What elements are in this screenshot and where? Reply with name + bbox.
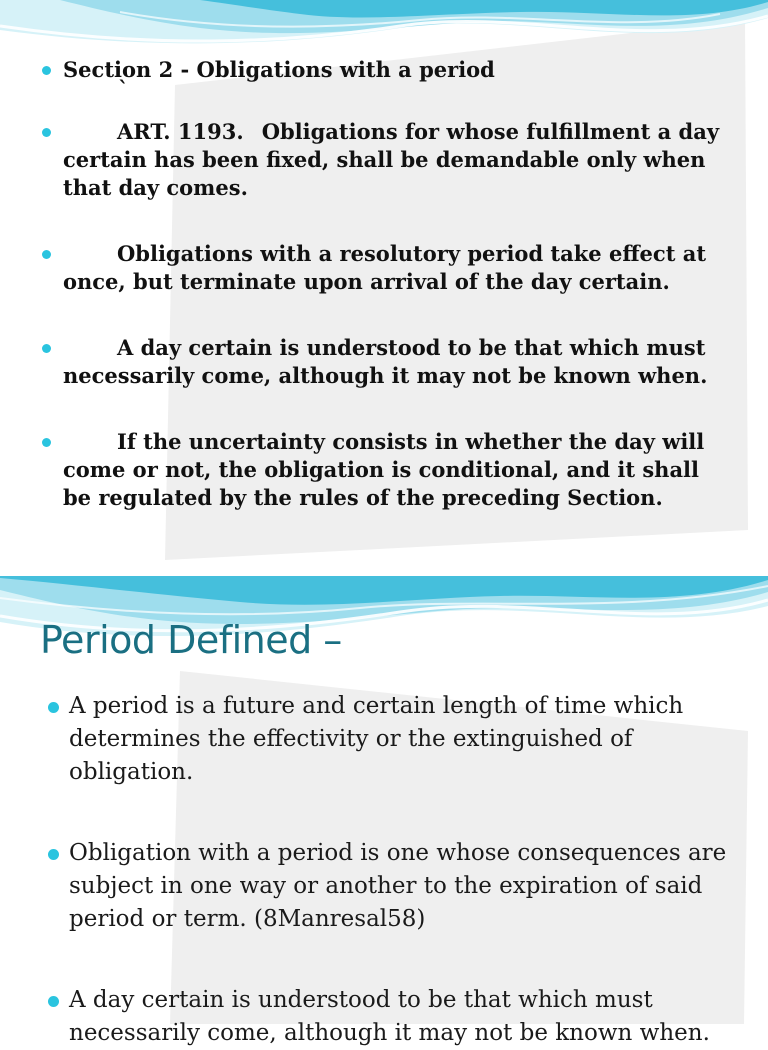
bullet-dot-icon [42,250,51,259]
article-text: Obligations for whose fulfillment a day certain has been fixed, shall be demandable only when that day comes. [63,119,720,200]
period-defined-bullet-list [48,690,728,1050]
bullet-text: A period is a future and certain length of time which determines the effectivity or the extinguished of obligation. [69,693,684,785]
slide-period-defined [0,576,768,1046]
list-item-article [40,118,730,202]
section-2-bullet-list [40,56,730,512]
slide-title: Period Defined – [40,618,342,662]
bullet-dot-icon [42,66,51,75]
slide-separator [0,566,768,576]
bullet-dot-icon [48,702,59,713]
list-item-paragraph [40,428,730,512]
bullet-dot-icon [42,344,51,353]
bullet-dot-icon [42,438,51,447]
list-item-heading [40,56,730,102]
section-heading: Section 2 - Obligations with a period [63,57,495,82]
list-item [48,984,728,1050]
paragraph-text: Obligations with a resolutory period take effect at once, but terminate upon arrival of the day certain. [63,241,707,294]
article-number: 1193. [177,119,244,144]
list-item [48,837,728,936]
stray-tick-mark: ` [118,77,129,102]
article-label: ART. [117,119,171,144]
bullet-text: Obligation with a period is one whose consequences are subject in one way or another to the expiration of said period or term. (8Manresal58) [69,840,727,932]
bullet-dot-icon [48,996,59,1007]
bullet-dot-icon [42,128,51,137]
bullet-dot-icon [48,849,59,860]
list-item [48,690,728,789]
list-item-paragraph [40,334,730,390]
paragraph-text: If the uncertainty consists in whether the day will come or not, the obligation is conditional, and it shall be regulated by the rules of the preceding Section. [63,429,705,510]
paragraph-text: A day certain is understood to be that which must necessarily come, although it may not be known when. [63,335,708,388]
list-item-paragraph [40,240,730,296]
bullet-text: A day certain is understood to be that which must necessarily come, although it may not be known when. [69,987,710,1046]
